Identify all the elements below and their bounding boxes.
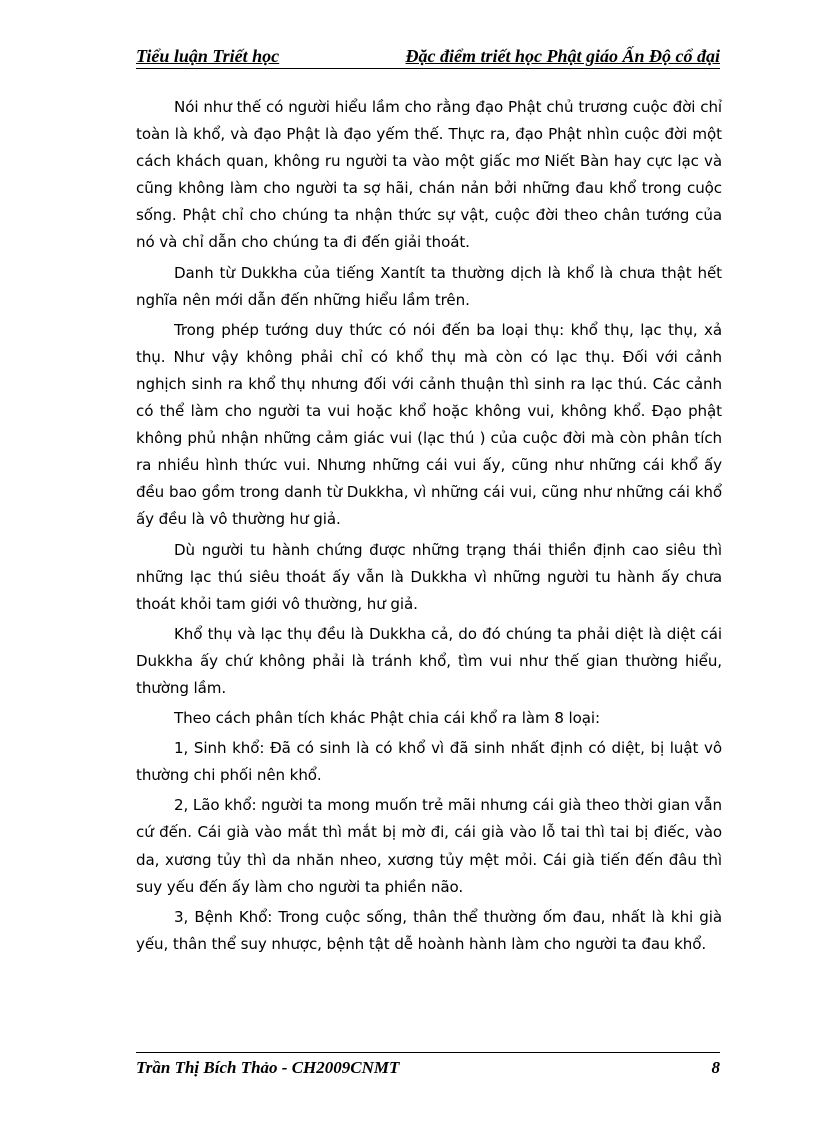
footer-divider [136,1052,720,1053]
page-header [136,44,720,68]
page-number: 8 [711,1058,720,1077]
paragraph: 3, Bệnh Khổ: Trong cuộc sống, thân thể thường ốm đau, nhất là khi già yếu, thân thể suy nhược, bệnh tật dễ hoành hành làm cho người ta đau khổ. [136,907,722,953]
paragraph: 1, Sinh khổ: Đã có sinh là có khổ vì đã sinh nhất định có diệt, bị luật vô thường chi phối nên khổ. [136,739,722,785]
footer-author: Trần Thị Bích Thảo - CH2009CNMT [136,1058,400,1077]
page-footer [136,1056,720,1080]
header-section-title: Đặc điểm triết học Phật giáo Ấn Độ cổ đại [405,46,720,66]
paragraph: Nói như thế có người hiểu lầm cho rằng đạo Phật chủ trương cuộc đời chỉ toàn là khổ, và đạo Phật là đạo yếm thế. Thực ra, đạo Phật nhìn cuộc đời một cách khách quan, không ru người ta vào một giấc mơ Niết Bàn hay cực lạc và cũng không làm cho người ta sợ hãi, chán nản bởi những đau khổ trong cuộc sống. Phật chỉ cho chúng ta nhận thức sự vật, cuộc đời theo chân tướng của nó và chỉ dẫn cho chúng ta đi đến giải thoát. [136,98,722,252]
paragraph: Danh từ Dukkha của tiếng Xantít ta thường dịch là khổ là chưa thật hết nghĩa nên mới dẫn đến những hiểu lầm trên. [136,263,722,309]
body-text [136,94,722,961]
paragraph: Trong phép tướng duy thức có nói đến ba loại thụ: khổ thụ, lạc thụ, xả thụ. Như vậy không phải chỉ có khổ thụ mà còn có lạc thụ. Đối với cảnh nghịch sinh ra khổ thụ nhưng đối với cảnh thuận thì sinh ra lạc thú. Các cảnh có thể làm cho người ta vui hoặc khổ hoặc không vui, không khổ. Đạo phật không phủ nhận những cảm giác vui (lạc thú ) của cuộc đời mà còn phân tích ra nhiều hình thức vui. Nhưng những cái vui ấy, cũng như những cái khổ ấy đều bao gồm trong danh từ Dukkha, vì những cái vui, cũng như những cái khổ ấy đều là vô thường hư giả. [136,320,722,529]
paragraph: Khổ thụ và lạc thụ đều là Dukkha cả, do đó chúng ta phải diệt là diệt cái Dukkha ấy chứ không phải là tránh khổ, tìm vui như thế gian thường hiểu, thường lầm. [136,624,722,697]
header-divider [136,68,720,69]
paragraph: Dù người tu hành chứng được những trạng thái thiền định cao siêu thì những lạc thú siêu thoát ấy vẫn là Dukkha vì những người tu hành ấy chưa thoát khỏi tam giới vô thường, hư giả. [136,540,722,613]
header-document-title: Tiểu luận Triết học [136,46,280,66]
paragraph: 2, Lão khổ: người ta mong muốn trẻ mãi nhưng cái già theo thời gian vẫn cứ đến. Cái già vào mắt thì mắt bị mờ đi, cái già vào lỗ tai thì tai bị điếc, vào da, xương tủy thì da nhăn nheo, xương tủy mệt mỏi. Cái già tiến đến đâu thì suy yếu đến ấy làm cho người ta phiền não. [136,796,722,896]
paragraph: Theo cách phân tích khác Phật chia cái khổ ra làm 8 loại: [174,709,600,728]
